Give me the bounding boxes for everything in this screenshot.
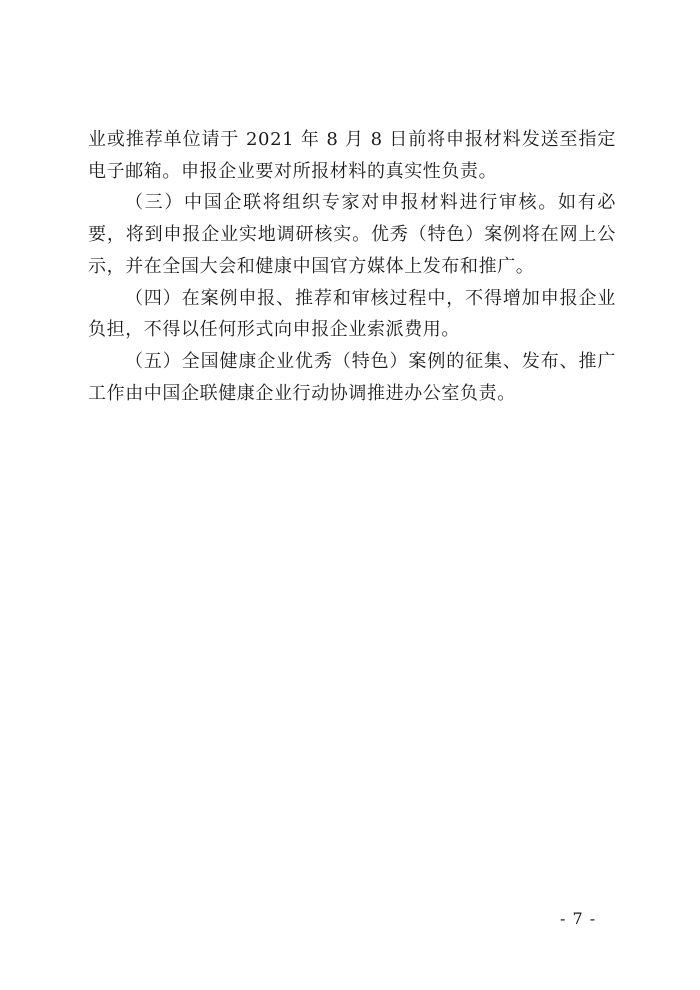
paragraph-item-5: （五）全国健康企业优秀（特色）案例的征集、发布、推广工作由中国企联健康企业行动协调推进办公室负责。: [88, 350, 616, 404]
document-body: [88, 124, 616, 409]
paragraph-item-3: （三）中国企联将组织专家对申报材料进行审核。如有必要，将到申报企业实地调研核实。优秀（特色）案例将在网上公示，并在全国大会和健康中国官方媒体上发布和推广。: [88, 192, 616, 277]
page-number: - 7 -: [560, 909, 597, 928]
paragraph-continuation: 业或推荐单位请于 2021 年 8 月 8 日前将申报材料发送至指定电子邮箱。申报企业要对所报材料的真实性负责。: [88, 129, 616, 182]
paragraph-item-4: （四）在案例申报、推荐和审核过程中，不得增加申报企业负担，不得以任何形式向申报企业索派费用。: [88, 287, 616, 341]
